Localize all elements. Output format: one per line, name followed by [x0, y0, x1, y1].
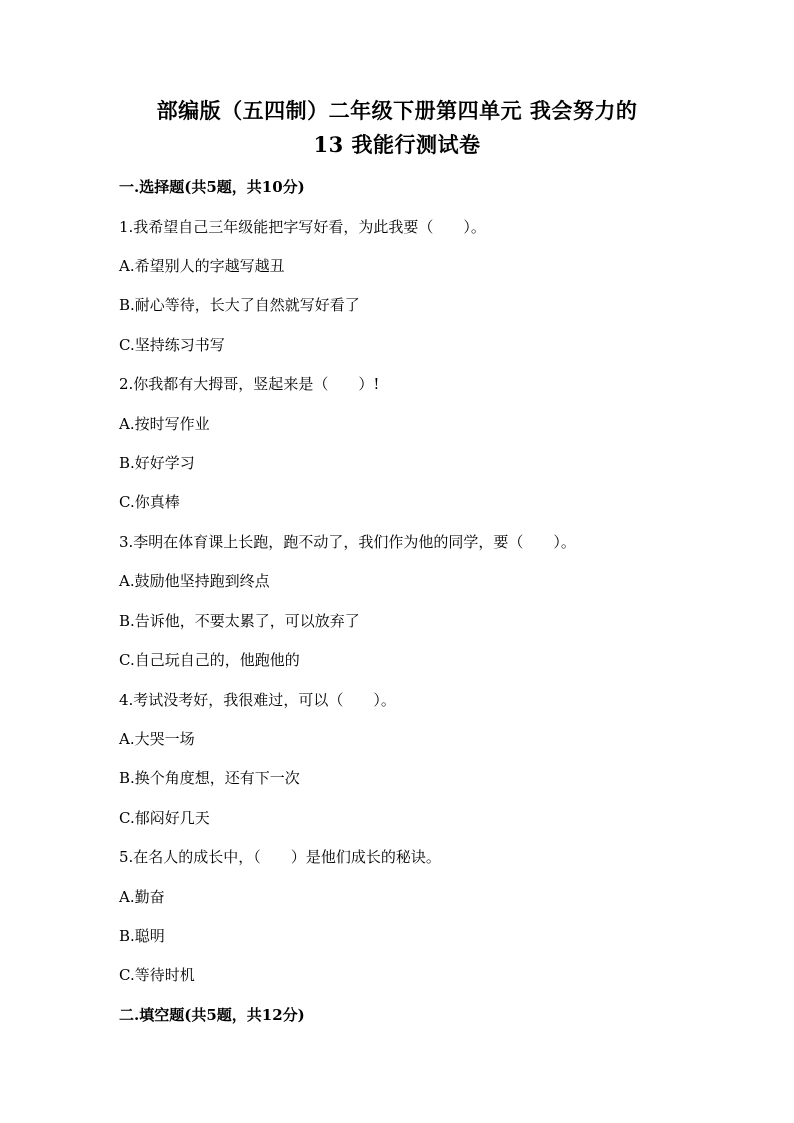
- question-stem: 2.你我都有大拇哥，竖起来是（ ）!: [119, 375, 380, 393]
- answer-option: C.坚持练习书写: [119, 336, 225, 354]
- answer-option: C.自己玩自己的，他跑他的: [119, 651, 300, 669]
- question-stem: 1.我希望自己三年级能把字写好看，为此我要（ ）。: [119, 218, 486, 236]
- answer-option: C.等待时机: [119, 966, 195, 984]
- question-stem: 4.考试没考好，我很难过，可以（ ）。: [119, 691, 396, 709]
- answer-option: C.你真棒: [119, 493, 180, 511]
- answer-option: A.按时写作业: [119, 415, 210, 433]
- answer-option: A.勤奋: [119, 888, 165, 906]
- answer-option: C.郁闷好几天: [119, 809, 210, 827]
- question-stem: 3.李明在体育课上长跑，跑不动了，我们作为他的同学，要（ ）。: [119, 533, 576, 551]
- question-stem: 5.在名人的成长中，（ ）是他们成长的秘诀。: [119, 848, 441, 866]
- answer-option: B.耐心等待，长大了自然就写好看了: [119, 296, 360, 314]
- document-title-line-2: 13 我能行测试卷: [313, 132, 481, 157]
- answer-option: B.好好学习: [119, 454, 195, 472]
- document-title-line-1: 部编版（五四制）二年级下册第四单元 我会努力的: [156, 98, 638, 123]
- answer-option: A.希望别人的字越写越丑: [119, 257, 285, 275]
- answer-option: B.聪明: [119, 927, 165, 945]
- section-heading-fill-in-blank: 二.填空题(共5题，共12分): [119, 1006, 305, 1024]
- answer-option: A.鼓励他坚持跑到终点: [119, 572, 270, 590]
- section-heading-multiple-choice: 一.选择题(共5题，共10分): [119, 178, 305, 196]
- answer-option: B.换个角度想，还有下一次: [119, 769, 300, 787]
- answer-option: A.大哭一场: [119, 730, 195, 748]
- answer-option: B.告诉他，不要太累了，可以放弃了: [119, 612, 360, 630]
